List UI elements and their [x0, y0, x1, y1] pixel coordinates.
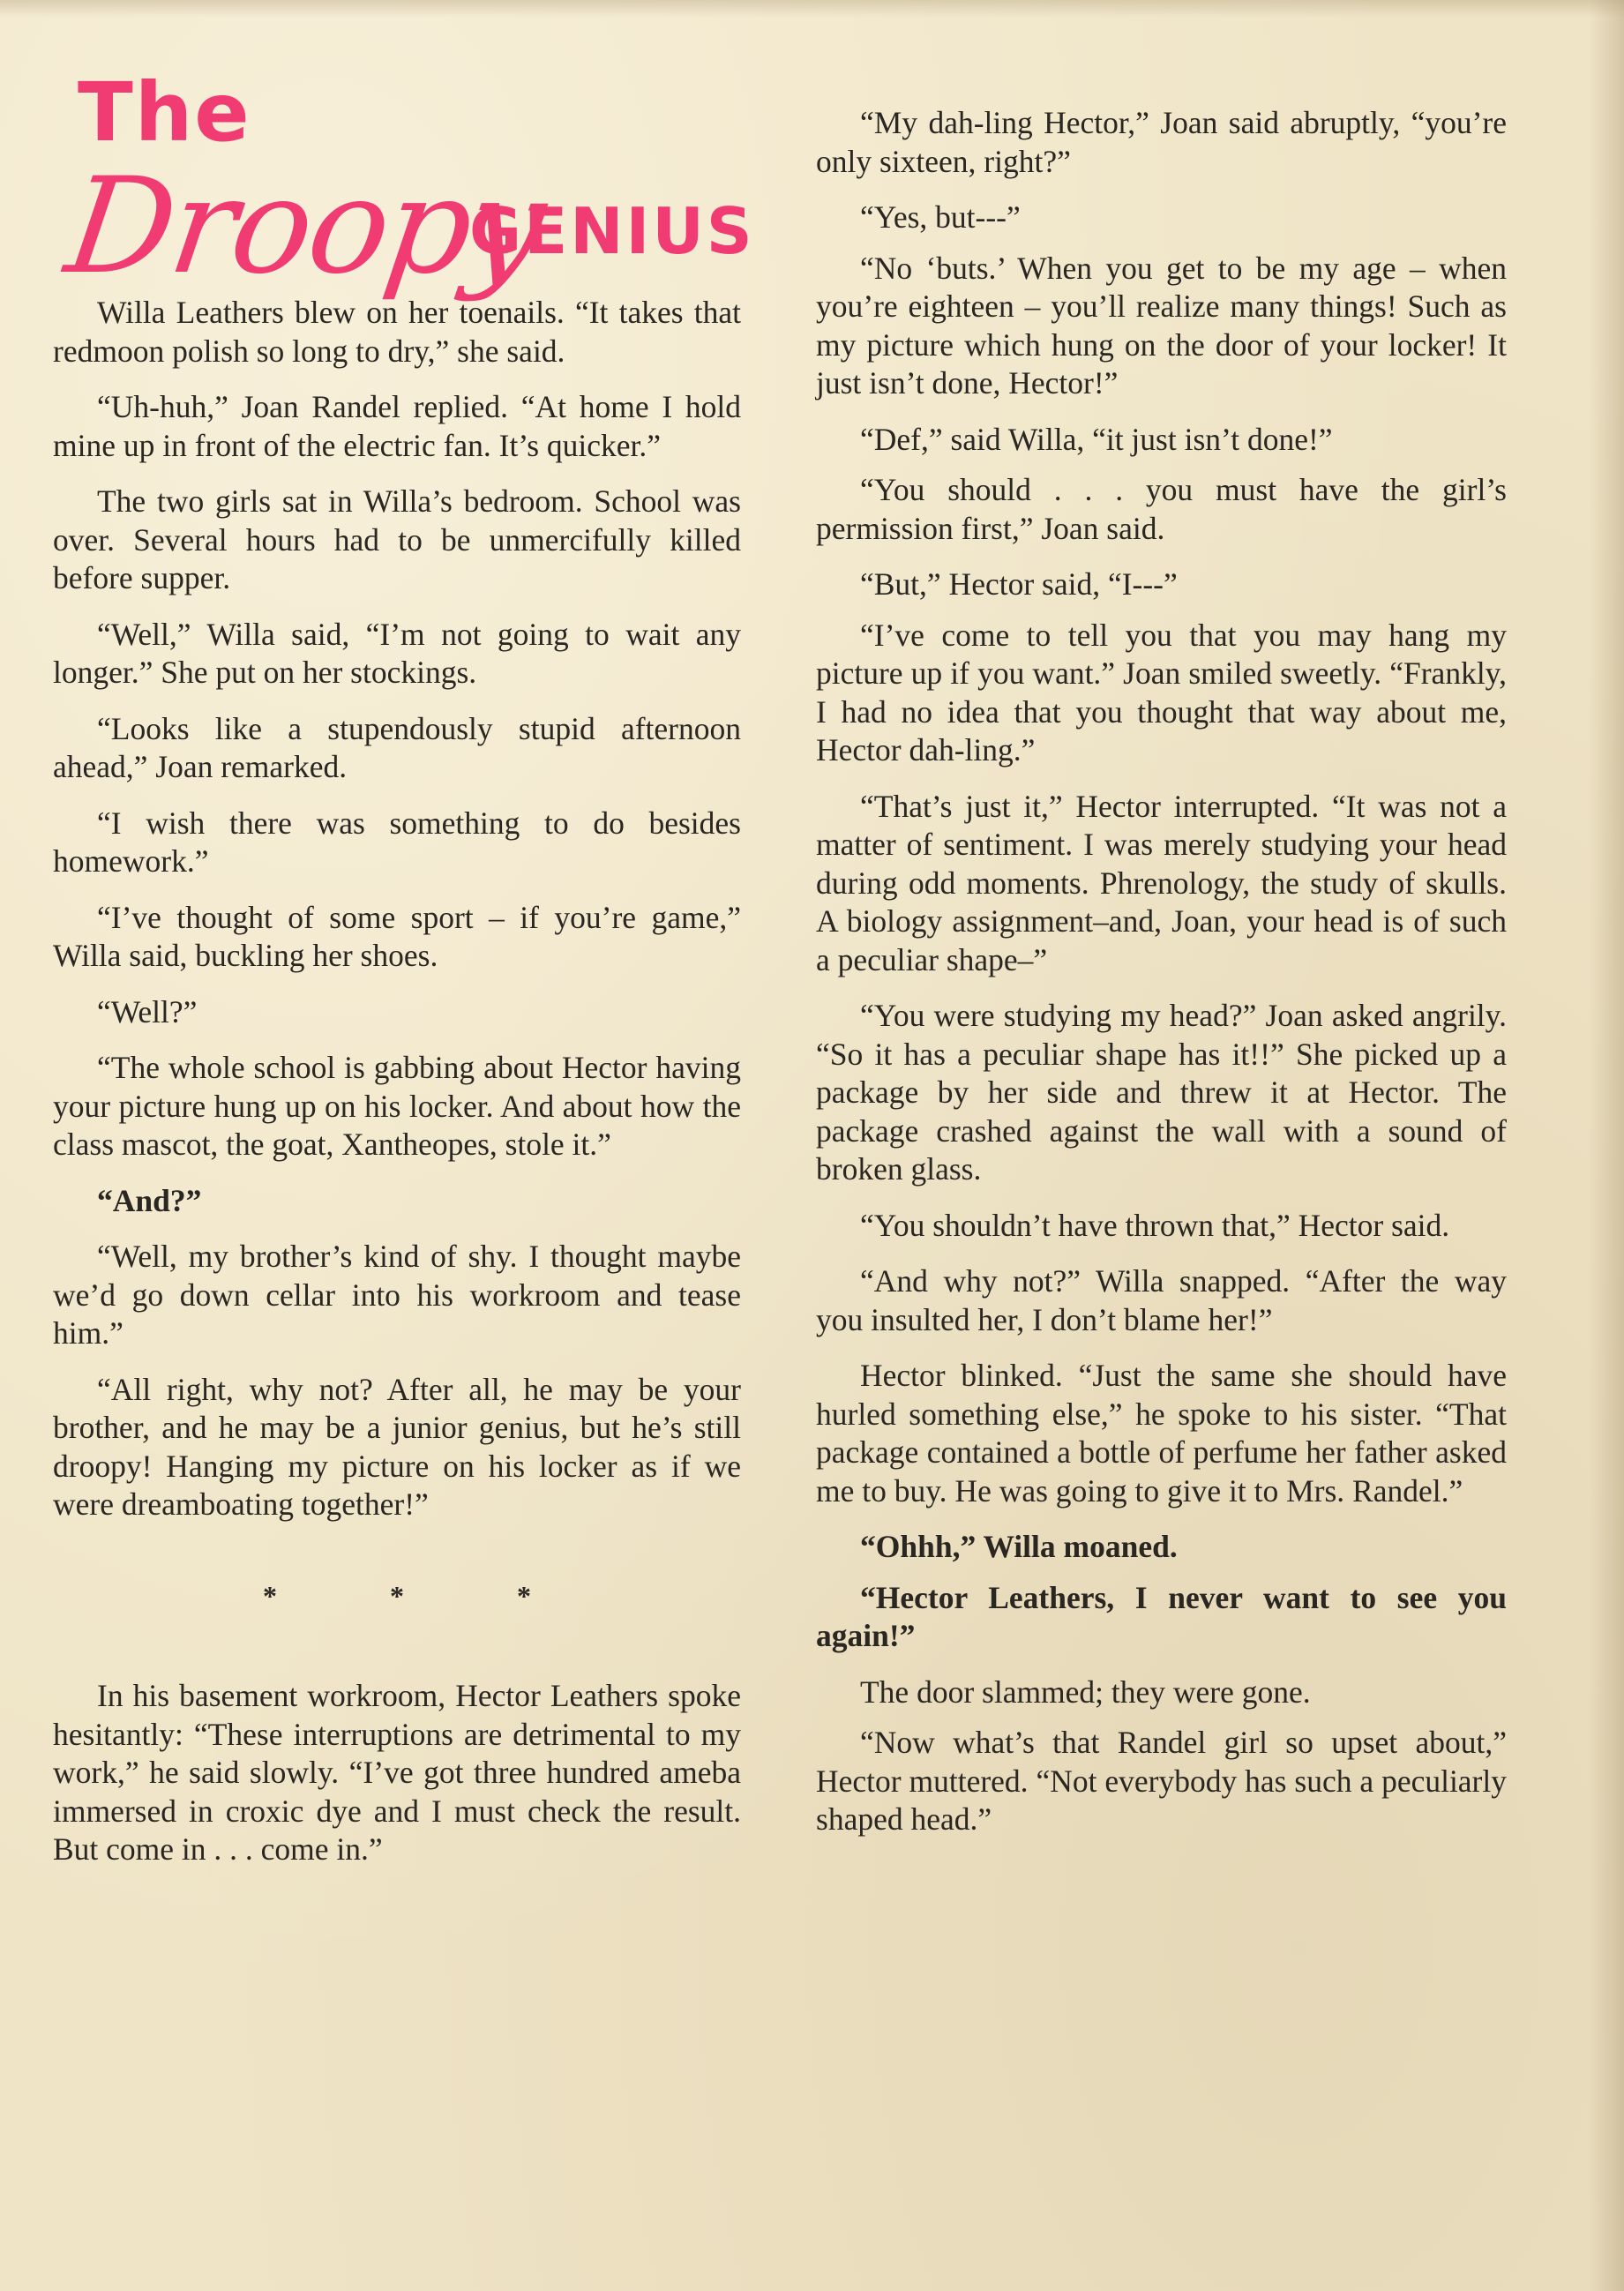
section-break: * * * — [263, 1579, 584, 1612]
story-paragraph: “And?” — [97, 1182, 202, 1218]
title-word-the: The — [78, 65, 251, 160]
story-paragraph: “Well?” — [97, 993, 198, 1029]
title-word-droopy: Droopy — [57, 150, 552, 303]
left-column — [53, 294, 741, 1887]
story-paragraph: “Ohhh,” Willa moaned. — [860, 1529, 1178, 1564]
story-paragraph: “Hector Leathers, I never want to see you again!” — [816, 1579, 1507, 1653]
story-paragraph: “But,” Hector said, “I---” — [860, 566, 1178, 602]
story-paragraph: “No ‘buts.’ When you get to be my age – when you’re eighteen – you’ll realize many things! Such as my picture which hung on the door of your locker! It just isn’t done, Hector!” — [816, 250, 1507, 401]
story-paragraph: The two girls sat in Willa’s bedroom. School was over. Several hours had to be unmercifully killed before supper. — [53, 483, 741, 595]
story-paragraph: “You shouldn’t have thrown that,” Hector said. — [860, 1207, 1450, 1243]
story-paragraph: “Well, my brother’s kind of shy. I thought maybe we’d go down cellar into his workroom and tease him.” — [53, 1239, 741, 1351]
story-paragraph: “Uh-huh,” Joan Randel replied. “At home I hold mine up in front of the electric fan. It’s quicker.” — [53, 389, 741, 463]
page-edge-top — [0, 0, 1624, 18]
story-paragraph: In his basement workroom, Hector Leathers spoke hesitantly: “These interruptions are detrimental to my work,” he said slowly. “I’ve got three hundred ameba immersed in croxic dye and I must check the result. But come in . . . come in.” — [53, 1678, 741, 1867]
right-column — [816, 104, 1507, 1857]
story-paragraph: “And why not?” Willa snapped. “After the way you insulted her, I don’t blame her!” — [816, 1263, 1507, 1337]
story-paragraph: “Yes, but---” — [860, 199, 1021, 235]
page-edge-right — [1589, 0, 1624, 2291]
story-paragraph: “Now what’s that Randel girl so upset about,” Hector muttered. “Not everybody has such a peculiarly shaped head.” — [816, 1725, 1507, 1837]
story-paragraph: Hector blinked. “Just the same she should have hurled something else,” he spoke to his sister. “That package contained a bottle of perfume her father asked me to buy. He was going to give it to Mrs. Randel.” — [816, 1358, 1507, 1509]
story-paragraph: “I’ve thought of some sport – if you’re game,” Willa said, buckling her shoes. — [53, 899, 741, 973]
story-paragraph: “Well,” Willa said, “I’m not going to wait any longer.” She put on her stockings. — [53, 616, 741, 690]
story-paragraph: “My dah-ling Hector,” Joan said abruptly, “you’re only sixteen, right?” — [816, 105, 1507, 179]
story-paragraph: Willa Leathers blew on her toenails. “It takes that redmoon polish so long to dry,” she said. — [53, 295, 741, 369]
title-word-genius: GENIUS — [469, 194, 755, 268]
story-paragraph: “Def,” said Willa, “it just isn’t done!” — [860, 421, 1333, 457]
story-paragraph: The door slammed; they were gone. — [860, 1673, 1311, 1710]
story-paragraph: “You were studying my head?” Joan asked angrily. “So it has a peculiar shape has it!!” She picked up a package by her side and threw it at Hector. The package crashed against the wall with a sound of broken glass. — [816, 998, 1507, 1187]
story-paragraph: “You should . . . you must have the girl’s permission first,” Joan said. — [816, 472, 1507, 546]
story-paragraph: “Looks like a stupendously stupid afternoon ahead,” Joan remarked. — [53, 710, 741, 784]
story-paragraph: “I’ve come to tell you that you may hang my picture up if you want.” Joan smiled sweetly. “Frankly, I had no idea that you thought that way about me, Hector dah-ling.” — [816, 617, 1507, 767]
story-paragraph: “The whole school is gabbing about Hector having your picture hung up on his locker. And about how the class mascot, the goat, Xantheopes, stole it.” — [53, 1050, 741, 1162]
story-paragraph: “That’s just it,” Hector interrupted. “It was not a matter of sentiment. I was merely studying your head during odd moments. Phrenology, the study of skulls. A biology assignment–and, Joan, your head is of such a peculiar shape–” — [816, 788, 1507, 977]
story-paragraph: “I wish there was something to do besides homework.” — [53, 805, 741, 879]
story-paragraph: “All right, why not? After all, he may be your brother, and he may be a junior genius, but he’s still droopy! Hanging my picture on his locker as if we were dreamboating together!” — [53, 1371, 741, 1522]
